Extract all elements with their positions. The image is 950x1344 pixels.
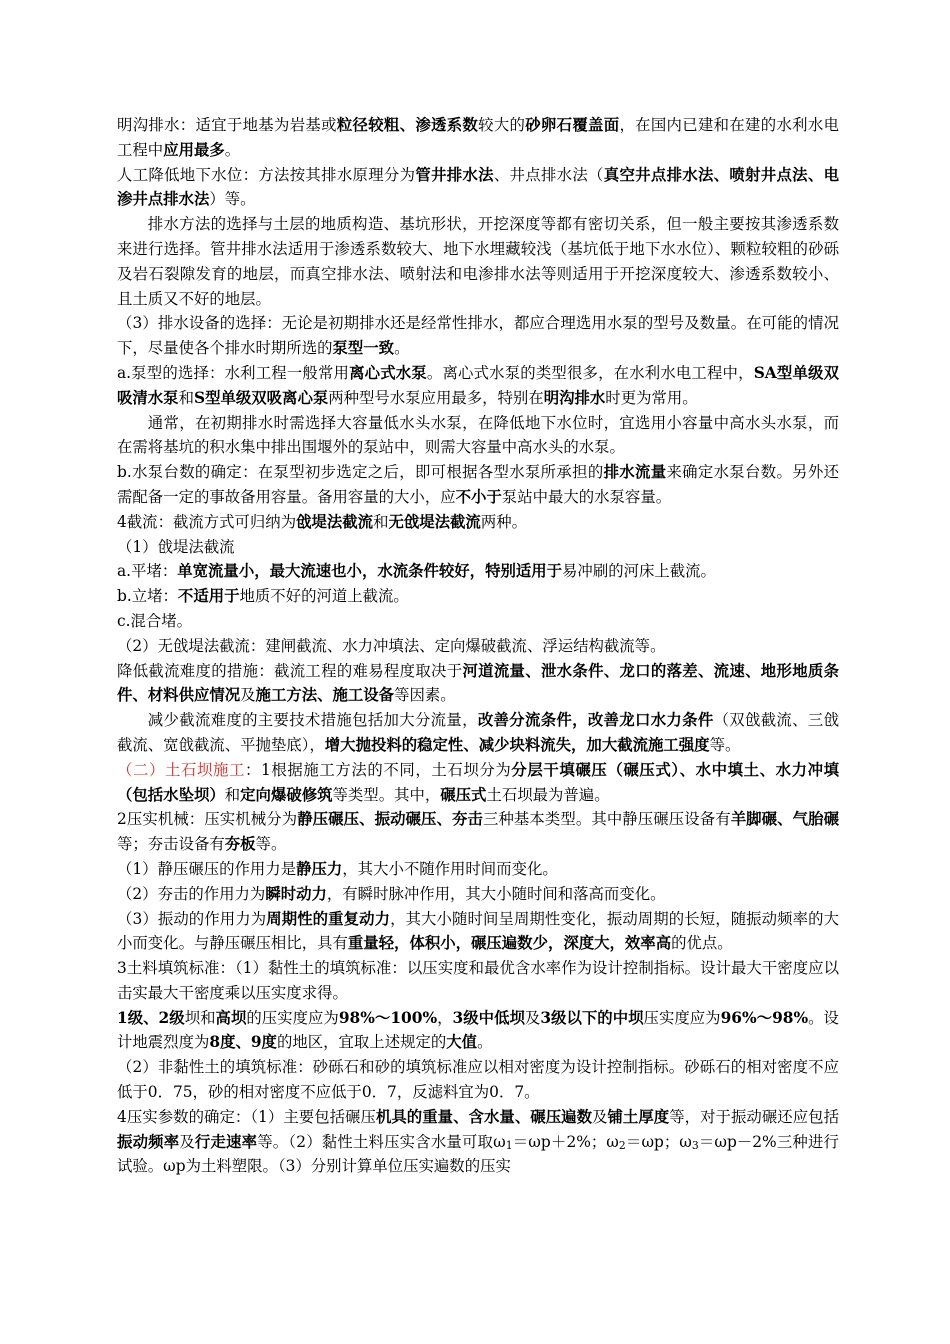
bold-text: 单宽流量小，最大流速也小，水流条件较好，特别适用于 bbox=[177, 562, 563, 581]
bold-text: 行走速率 bbox=[194, 1132, 258, 1151]
paragraph bbox=[117, 1006, 839, 1056]
text-run: ＝ωp；ω bbox=[625, 1132, 692, 1151]
bold-text: 碾压式 bbox=[440, 785, 487, 804]
text-run: （1）戗堤法截流 bbox=[117, 537, 235, 556]
text-run: a.平堵： bbox=[117, 562, 178, 581]
bold-text: 改善分流条件，改善龙口水力条件 bbox=[477, 711, 714, 730]
bold-text: 铺土厚度 bbox=[607, 1107, 670, 1126]
text-run: 的优点。 bbox=[671, 934, 733, 953]
text-run: 时更为常用。 bbox=[605, 388, 698, 407]
text-run: 三种基本类型。其中静压碾压设备有 bbox=[482, 810, 731, 829]
paragraph bbox=[117, 361, 839, 411]
text-run: 排水方法的选择与土层的地质构造、基坑形状，开挖深度等都有密切关系，但一般主要按其渗透系数来进行选择。管井排水法适用于渗透系数较大、地下水埋藏较浅（基坑低于地下水水位）、颗粒较粗的砂砾及岩石裂隙发育的地层，而真空排水法、喷射法和电渗排水法等则适用于开挖深度较大、渗透系数较小、且土质又不好的地层。 bbox=[117, 215, 839, 308]
text-run: 和 bbox=[224, 785, 241, 804]
text-run: 等类型。其中， bbox=[332, 785, 441, 804]
text-run: ， bbox=[437, 1008, 453, 1027]
bold-text: 泵型一致 bbox=[332, 339, 395, 358]
paragraph bbox=[117, 411, 839, 461]
text-run: 、井点排水法（ bbox=[493, 165, 604, 184]
bold-text: 周期性的重复动力 bbox=[266, 909, 391, 928]
bold-text: 重量轻，体积小，碾压遍数少，深度大，效率高 bbox=[347, 934, 672, 953]
paragraph bbox=[117, 1105, 839, 1179]
text-run: ＝ωp－2%三种进行试验。ωp为土料塑限。（3）分别计算单位压实遍数的压实 bbox=[117, 1132, 839, 1176]
bold-text: 瞬时动力 bbox=[265, 884, 327, 903]
text-run: ）等。 bbox=[209, 190, 256, 209]
paragraph bbox=[117, 1055, 839, 1105]
paragraph bbox=[117, 907, 839, 957]
bold-text: 河道流量、泄水条件、龙口的落差、流速、地形地质条件、材料供应情况 bbox=[117, 661, 839, 705]
text-run: 减少截流难度的主要技术措施包括加大分流量， bbox=[147, 711, 478, 730]
bold-text: 定向爆破修筑 bbox=[240, 785, 333, 804]
bold-text: 大值 bbox=[446, 1033, 478, 1052]
paragraph bbox=[117, 311, 839, 361]
bold-text: 增大抛投料的稳定性、减少块料流失，加大截流施工强度 bbox=[324, 735, 710, 754]
bold-text: 离心式水泵 bbox=[349, 363, 427, 382]
bold-text: 高坝 bbox=[215, 1008, 247, 1027]
section-heading: （二）土石坝施工 bbox=[117, 760, 245, 779]
text-run: （2）无戗堤法截流：建闸截流、水力冲填法、定向爆破截流、浮运结构截流等。 bbox=[117, 636, 666, 655]
text-run: 。 bbox=[224, 140, 241, 159]
text-run: 的压实度应为 bbox=[246, 1008, 339, 1027]
text-run: 两种型号水泵应用最多，特别在 bbox=[328, 388, 544, 407]
text-run: 3 bbox=[691, 1138, 699, 1152]
text-run: 。离心式水泵的类型很多，在水利水电工程中， bbox=[426, 363, 754, 382]
text-run: 等因素。 bbox=[394, 686, 456, 705]
text-run: 压实度应为 bbox=[643, 1008, 721, 1027]
text-run: 1 bbox=[505, 1138, 513, 1152]
paragraph bbox=[117, 163, 839, 213]
text-run: 和 bbox=[373, 512, 389, 531]
text-run: 。 bbox=[394, 339, 410, 358]
paragraph bbox=[117, 882, 839, 907]
text-run: 人工降低地下水位：方法按其排水原理分为 bbox=[117, 165, 416, 184]
text-run: 明沟排水：适宜于地基为岩基或 bbox=[117, 116, 337, 134]
paragraph bbox=[117, 535, 839, 560]
bold-text: 振动频率 bbox=[117, 1132, 180, 1151]
bold-text: S型单级双吸离心泵 bbox=[193, 388, 329, 407]
text-run: ，有瞬时脉冲作用，其大小随时间和落高而变化。 bbox=[326, 884, 666, 903]
text-run: 4截流：截流方式可归纳为 bbox=[117, 512, 297, 531]
text-run: 等。（2）黏性土料压实含水量可取ω bbox=[257, 1132, 506, 1151]
text-run: 2 bbox=[618, 1138, 626, 1152]
bold-text: 机具的重量、含水量、碾压遍数 bbox=[375, 1107, 593, 1126]
text-run: 及 bbox=[592, 1107, 608, 1126]
text-run: （3）振动的作用力为 bbox=[117, 909, 267, 928]
text-run: 及 bbox=[240, 686, 256, 705]
text-run: 的地区，宜取上述规定的 bbox=[276, 1033, 447, 1052]
bold-text: 分层干填碾压（碾压式）、水中填土、水力冲填（包括水坠坝） bbox=[117, 760, 839, 804]
bold-text: 羊脚碾、气胎碾 bbox=[730, 810, 839, 829]
text-run: b.水泵台数的确定：在泵型初步选定之后，即可根据各型水泵所承担的 bbox=[117, 463, 604, 482]
bold-text: 排水流量 bbox=[603, 463, 667, 482]
text-run: （2）非黏性土的填筑标准：砂砾石和砂的填筑标准应以相对密度为设计控制指标。砂砾石的相对密度不应低于0．75，砂的相对密度不应低于0．7，反滤料宜为0．7。 bbox=[117, 1058, 839, 1102]
bold-text: 不适用于 bbox=[177, 587, 240, 606]
bold-text: 砂卵石覆盖面 bbox=[525, 116, 620, 134]
paragraph bbox=[117, 212, 839, 311]
text-run: 及 bbox=[524, 1008, 541, 1027]
bold-text: 3级中低坝 bbox=[452, 1008, 525, 1027]
text-run: （3）排水设备的选择：无论是初期排水还是经常性排水，都应合理选用水泵的型号及数量。在可能的情况下，尽量使各个排水时期所选的 bbox=[117, 314, 839, 358]
text-run: ，其大小随时间呈周期性变化，振动周期的长短，随振动频率的大小而变化。与静压碾压相比，具有 bbox=[117, 909, 839, 953]
text-run: 来确定水泵台数。另外还需配备一定的事故备用容量。备用容量的大小，应 bbox=[117, 463, 839, 506]
bold-text: 96%～98% bbox=[720, 1008, 809, 1027]
bold-text: 3级以下的中坝 bbox=[540, 1008, 644, 1027]
text-run: 降低截流难度的措施：截流工程的难易程度取决于 bbox=[117, 661, 463, 680]
bold-text: SA型单级双吸清水泵 bbox=[117, 363, 839, 407]
text-run: a.泵型的选择：水利工程一般常用 bbox=[117, 363, 350, 382]
text-run: 较大的 bbox=[478, 116, 526, 134]
text-run: 2压实机械：压实机械分为 bbox=[117, 810, 298, 829]
bold-text: 明沟排水 bbox=[543, 388, 606, 407]
bold-text: 夯板 bbox=[224, 835, 256, 854]
bold-text: 无戗堤法截流 bbox=[388, 512, 481, 531]
bold-text: 不小于 bbox=[455, 487, 502, 506]
text-run: 。 bbox=[477, 1033, 493, 1052]
text-run: 易冲刷的河床上截流。 bbox=[562, 562, 716, 581]
text-run: 等。 bbox=[709, 735, 741, 754]
text-run: ，其大小不随作用时间而变化。 bbox=[342, 859, 558, 878]
bold-text: 管井排水法 bbox=[415, 165, 494, 184]
text-run: c.混合堵。 bbox=[117, 611, 193, 630]
paragraph bbox=[117, 460, 839, 510]
text-run: ，在国内已建和在建的水利水电工程中 bbox=[117, 116, 839, 159]
paragraph bbox=[117, 857, 839, 882]
bold-text: 真空井点排水法、喷射井点法、电渗井点排水法 bbox=[117, 165, 839, 209]
text-run: 。设计地震烈度为 bbox=[117, 1008, 839, 1052]
text-run: 土石坝最为普遍。 bbox=[486, 785, 610, 804]
text-run: 地质不好的河道上截流。 bbox=[239, 587, 409, 606]
text-run: （1）静压碾压的作用力是 bbox=[117, 859, 297, 878]
paragraph bbox=[117, 584, 839, 609]
bold-text: 98%～100% bbox=[338, 1008, 438, 1027]
text-run: 等，对于振动碾还应包括 bbox=[669, 1107, 839, 1126]
text-run: 泵站中最大的水泵容量。 bbox=[501, 487, 672, 506]
bold-text: 戗堤法截流 bbox=[296, 512, 374, 531]
text-run: 及 bbox=[179, 1132, 195, 1151]
text-run: 4压实参数的确定：（1）主要包括碾压 bbox=[117, 1107, 376, 1126]
bold-text: 应用最多 bbox=[163, 140, 225, 159]
paragraph bbox=[117, 559, 839, 584]
text-run: （2）夯击的作用力为 bbox=[117, 884, 266, 903]
text-run: 通常，在初期排水时需选择大容量低水头水泵，在降低地下水位时，宜选用小容量中高水头水泵，而在需将基坑的积水集中排出围堰外的泵站中，则需大容量中高水头的水泵。 bbox=[117, 413, 839, 457]
paragraph bbox=[117, 510, 839, 535]
text-run: 和 bbox=[178, 388, 194, 407]
paragraph bbox=[117, 659, 839, 709]
text-run: 等；夯击设备有 bbox=[117, 835, 225, 854]
paragraph bbox=[117, 113, 839, 163]
text-run: ：1根据施工方法的不同，土石坝分为 bbox=[244, 760, 512, 779]
text-run: 两种。 bbox=[480, 512, 528, 531]
paragraph bbox=[117, 609, 839, 634]
paragraph bbox=[117, 758, 839, 808]
paragraph bbox=[117, 807, 839, 857]
bold-text: 施工方法、施工设备 bbox=[255, 686, 395, 705]
text-run: ＝ωp＋2%；ω bbox=[512, 1132, 619, 1151]
document-page bbox=[117, 113, 839, 1179]
text-run: （双戗截流、三戗截流、宽戗截流、平抛垫底）， bbox=[117, 711, 839, 754]
paragraph bbox=[117, 634, 839, 659]
bold-text: 静压碾压、振动碾压、夯击 bbox=[297, 810, 483, 829]
text-run: 坝和 bbox=[184, 1008, 216, 1027]
bold-text: 1级、2级 bbox=[117, 1008, 185, 1027]
paragraph bbox=[117, 708, 839, 758]
bold-text: 8度、9度 bbox=[209, 1033, 277, 1052]
text-run: b.立堵： bbox=[117, 587, 178, 606]
text-run: 3土料填筑标准：（1）黏性土的填筑标准：以压实度和最优含水率作为设计控制指标。设计最大干密度应以击实最大干密度乘以压实度求得。 bbox=[117, 959, 839, 1002]
bold-text: 粒径较粗、渗透系数 bbox=[336, 116, 479, 134]
bold-text: 静压力 bbox=[296, 859, 343, 878]
text-run: 等。 bbox=[255, 835, 287, 854]
paragraph bbox=[117, 956, 839, 1006]
